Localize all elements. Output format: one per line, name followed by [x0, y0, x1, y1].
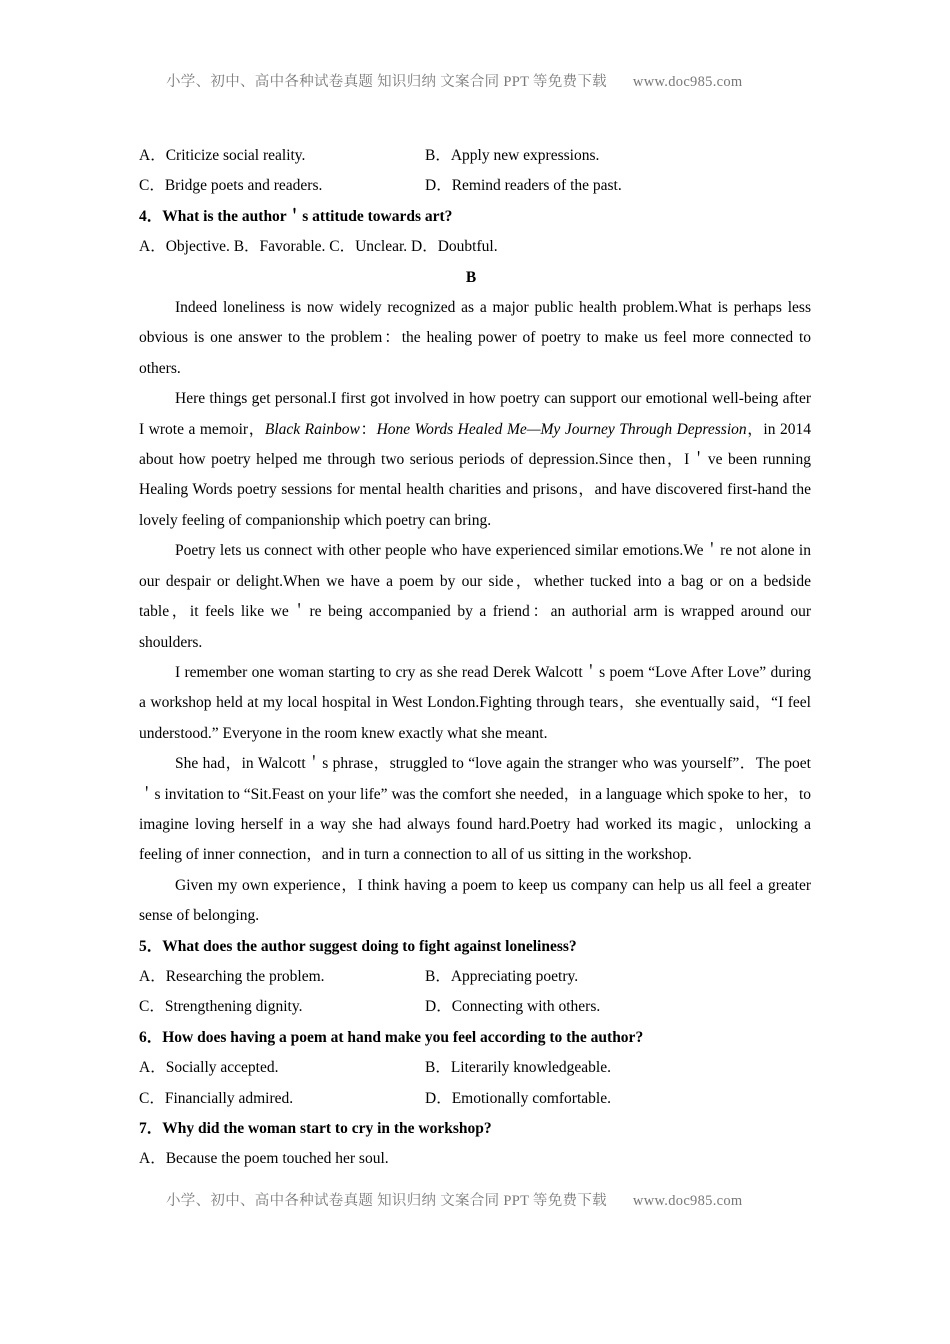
q6-option-c — [139, 1084, 425, 1114]
q6-option-c-text: Financially admired. — [164, 1089, 294, 1107]
q6-option-c-label: C． — [139, 1089, 165, 1107]
q5-option-d — [425, 992, 811, 1022]
q6-option-b-label: B． — [425, 1059, 451, 1077]
document-content — [139, 141, 811, 1175]
passage-paragraph-6: Given my own experience，I think having a poem to keep us company can help us all feel a greater sense of belonging. — [139, 876, 811, 925]
passage-paragraph-1: Indeed loneliness is now widely recognized as a major public health problem.What is perhaps less obvious is one answer to the problem：the healing power of poetry to make us feel more connected to others. — [139, 299, 811, 377]
passage-p2-book-subtitle: Hone Words Healed Me—My Journey Through Depression — [376, 420, 747, 438]
section-letter-b: B — [465, 268, 477, 286]
q3-option-a-text: Criticize social reality. — [165, 147, 306, 164]
q3-option-d-label: D． — [425, 177, 452, 195]
q5-option-d-text: Connecting with others. — [451, 998, 601, 1016]
q5-option-c-label: C． — [139, 998, 165, 1016]
q6-option-d-text: Emotionally comfortable. — [451, 1089, 611, 1107]
watermark-header-text: 小学、初中、高中各种试卷真题 知识归纳 文案合同 PPT 等免费下载 — [166, 74, 607, 90]
passage-paragraph-2 — [139, 384, 811, 536]
passage-p2-colon: ： — [359, 420, 377, 438]
q6-option-a-label: A． — [139, 1059, 166, 1077]
q5-option-b-label: B． — [425, 967, 451, 985]
watermark-header — [166, 70, 743, 91]
q3-option-b — [425, 141, 811, 171]
q3-option-row-cd — [139, 171, 811, 201]
q6-option-d-label: D． — [425, 1089, 452, 1107]
q6-option-row-ab — [139, 1053, 811, 1083]
q3-option-c-label: C． — [139, 177, 165, 195]
question-6-heading: 6．How does having a poem at hand make you feel according to the author? — [139, 1028, 644, 1046]
q5-option-a-text: Researching the problem. — [165, 967, 325, 985]
question-7-heading: 7．Why did the woman start to cry in the workshop? — [139, 1120, 492, 1137]
question-5-heading: 5．What does the author suggest doing to fight against loneliness? — [139, 937, 577, 955]
q5-option-c-text: Strengthening dignity. — [164, 998, 303, 1016]
passage-p2-book-title: Black Rainbow — [264, 420, 360, 438]
q3-option-row-ab — [139, 141, 811, 171]
q6-option-a-text: Socially accepted. — [165, 1059, 279, 1077]
q5-option-d-label: D． — [425, 998, 452, 1016]
watermark-header-url: www.doc985.com — [632, 74, 743, 90]
q3-option-a-label: A． — [139, 147, 166, 164]
watermark-footer-url: www.doc985.com — [632, 1193, 743, 1209]
q5-option-c — [139, 992, 425, 1022]
q6-option-b — [425, 1053, 811, 1083]
question-4-options: A．Objective. B．Favorable. C．Unclear. D．Doubtful. — [139, 238, 498, 256]
q3-option-c-text: Bridge poets and readers. — [164, 177, 323, 195]
q5-option-a-label: A． — [139, 967, 166, 985]
q6-option-d — [425, 1084, 811, 1114]
q5-option-b-text: Appreciating poetry. — [450, 967, 579, 985]
q6-option-row-cd — [139, 1084, 811, 1114]
q5-option-a — [139, 962, 425, 992]
q5-option-b — [425, 962, 811, 992]
q3-option-a — [139, 141, 425, 171]
passage-paragraph-3: Poetry lets us connect with other people who have experienced similar emotions.We＇re not alone in our despair or delight.When we have a poem by our side，whether tucked into a bag or on a bedside table，it feels like we＇re being accompanied by a friend：an authorial arm is wrapped around our shoulders. — [139, 542, 811, 651]
q3-option-d-text: Remind readers of the past. — [451, 177, 622, 195]
q6-option-b-text: Literarily knowledgeable. — [450, 1059, 611, 1077]
passage-p2-part1: Here things get personal.I first got involved in how poetry can support our emotional well-being after I wrote a memoir， — [139, 390, 811, 438]
watermark-footer-text: 小学、初中、高中各种试卷真题 知识归纳 文案合同 PPT 等免费下载 — [166, 1193, 607, 1209]
passage-p2-part3: ，in 2014 about how poetry helped me through two serious periods of depression.Since then，I＇ve been running Healing Words poetry sessions for mental health charities and prisons，and have discovered first-hand the lovely feeling of companionship which poetry can bring. — [139, 420, 811, 529]
watermark-footer — [166, 1189, 743, 1210]
q6-option-a — [139, 1053, 425, 1083]
q3-option-d — [425, 171, 811, 201]
passage-paragraph-4: I remember one woman starting to cry as she read Derek Walcott＇s poem “Love After Love” during a workshop held at my local hospital in West London.Fighting through tears，she eventually said，“I feel understood.” Everyone in the room knew exactly what she meant. — [139, 663, 811, 742]
q3-option-b-text: Apply new expressions. — [450, 147, 600, 164]
q7-option-a: A．Because the poem touched her soul. — [139, 1150, 389, 1168]
q3-option-c — [139, 171, 425, 201]
q5-option-row-ab — [139, 962, 811, 992]
q5-option-row-cd — [139, 992, 811, 1022]
passage-paragraph-5: She had，in Walcott＇s phrase，struggled to “love again the stranger who was yourself”．The poet＇s invitation to “Sit.Feast on your life” was the comfort she needed，in a language which spoke to her，to imagine loving herself in a way she had always found hard.Poetry had worked its magic，unlocking a feeling of inner connection，and in turn a connection to all of us sitting in the workshop. — [139, 755, 811, 864]
q3-option-b-label: B． — [425, 147, 451, 164]
question-4-heading: 4．What is the author＇s attitude towards art? — [139, 207, 453, 225]
